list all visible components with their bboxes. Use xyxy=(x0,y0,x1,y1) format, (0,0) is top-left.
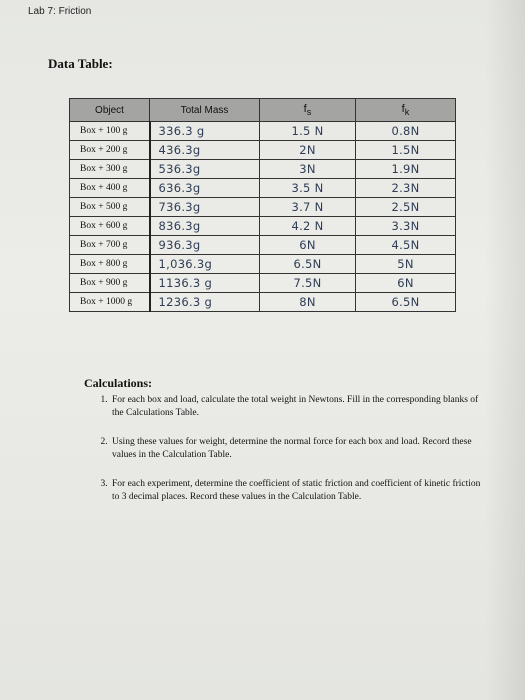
kinetic-friction-cell: 0.8N xyxy=(356,122,456,141)
object-cell: Box + 1000 g xyxy=(70,293,150,312)
kinetic-friction-cell: 3.3N xyxy=(356,217,456,236)
total-mass-cell: 836.3g xyxy=(150,217,260,236)
total-mass-cell: 336.3 g xyxy=(150,122,260,141)
static-friction-cell: 3.5 N xyxy=(260,179,356,198)
static-friction-cell: 4.2 N xyxy=(260,217,356,236)
table-row xyxy=(70,236,456,255)
static-friction-cell: 1.5 N xyxy=(260,122,356,141)
static-friction-cell: 2N xyxy=(260,141,356,160)
calculations-list xyxy=(96,394,490,520)
total-mass-cell: 1136.3 g xyxy=(150,274,260,293)
object-cell: Box + 700 g xyxy=(70,236,150,255)
calculation-item: 3. For each experiment, determine the coefficient of static friction and coefficient of kinetic friction to 3 decimal places. Record these values in the Calculation Table. xyxy=(110,478,490,503)
table-row xyxy=(70,198,456,217)
kinetic-friction-cell: 6.5N xyxy=(356,293,456,312)
kinetic-friction-cell: 2.3N xyxy=(356,179,456,198)
table-row xyxy=(70,255,456,274)
column-header-kinetic-friction: $f_k$ xyxy=(356,99,456,122)
total-mass-cell: 936.3g xyxy=(150,236,260,255)
static-friction-cell: 7.5N xyxy=(260,274,356,293)
object-cell: Box + 900 g xyxy=(70,274,150,293)
total-mass-cell: 536.3g xyxy=(150,160,260,179)
table-row xyxy=(70,160,456,179)
lab-title: Lab 7: Friction xyxy=(28,6,92,17)
object-cell: Box + 200 g xyxy=(70,141,150,160)
kinetic-friction-cell: 1.9N xyxy=(356,160,456,179)
object-cell: Box + 800 g xyxy=(70,255,150,274)
table-row xyxy=(70,293,456,312)
object-cell: Box + 400 g xyxy=(70,179,150,198)
object-cell: Box + 600 g xyxy=(70,217,150,236)
object-cell: Box + 100 g xyxy=(70,122,150,141)
table-row xyxy=(70,274,456,293)
total-mass-cell: 736.3g xyxy=(150,198,260,217)
static-friction-cell: 3.7 N xyxy=(260,198,356,217)
data-table-title: Data Table: xyxy=(48,56,113,71)
static-friction-cell: 8N xyxy=(260,293,356,312)
object-cell: Box + 500 g xyxy=(70,198,150,217)
data-table xyxy=(69,98,456,312)
kinetic-friction-cell: 5N xyxy=(356,255,456,274)
kinetic-friction-cell: 4.5N xyxy=(356,236,456,255)
column-header-total-mass: Total Mass xyxy=(150,99,260,122)
calculation-item: 2. Using these values for weight, determine the normal force for each box and load. Record these values in the Calculation Table. xyxy=(110,436,490,461)
kinetic-friction-cell: 2.5N xyxy=(356,198,456,217)
table-row xyxy=(70,141,456,160)
total-mass-cell: 1,036.3g xyxy=(150,255,260,274)
column-header-static-friction: $f_s$ xyxy=(260,99,356,122)
static-friction-cell: 6N xyxy=(260,236,356,255)
page-shadow xyxy=(485,0,525,700)
static-friction-cell: 6.5N xyxy=(260,255,356,274)
table-row xyxy=(70,122,456,141)
calculations-title: Calculations: xyxy=(84,376,153,390)
static-friction-cell: 3N xyxy=(260,160,356,179)
calculation-item: 1. For each box and load, calculate the total weight in Newtons. Fill in the corresponding blanks of the Calculations Table. xyxy=(110,394,490,419)
table-header-row xyxy=(70,99,456,122)
total-mass-cell: 1236.3 g xyxy=(150,293,260,312)
total-mass-cell: 436.3g xyxy=(150,141,260,160)
column-header-object: Object xyxy=(70,99,150,122)
table-row xyxy=(70,217,456,236)
total-mass-cell: 636.3g xyxy=(150,179,260,198)
kinetic-friction-cell: 1.5N xyxy=(356,141,456,160)
kinetic-friction-cell: 6N xyxy=(356,274,456,293)
table-row xyxy=(70,179,456,198)
object-cell: Box + 300 g xyxy=(70,160,150,179)
